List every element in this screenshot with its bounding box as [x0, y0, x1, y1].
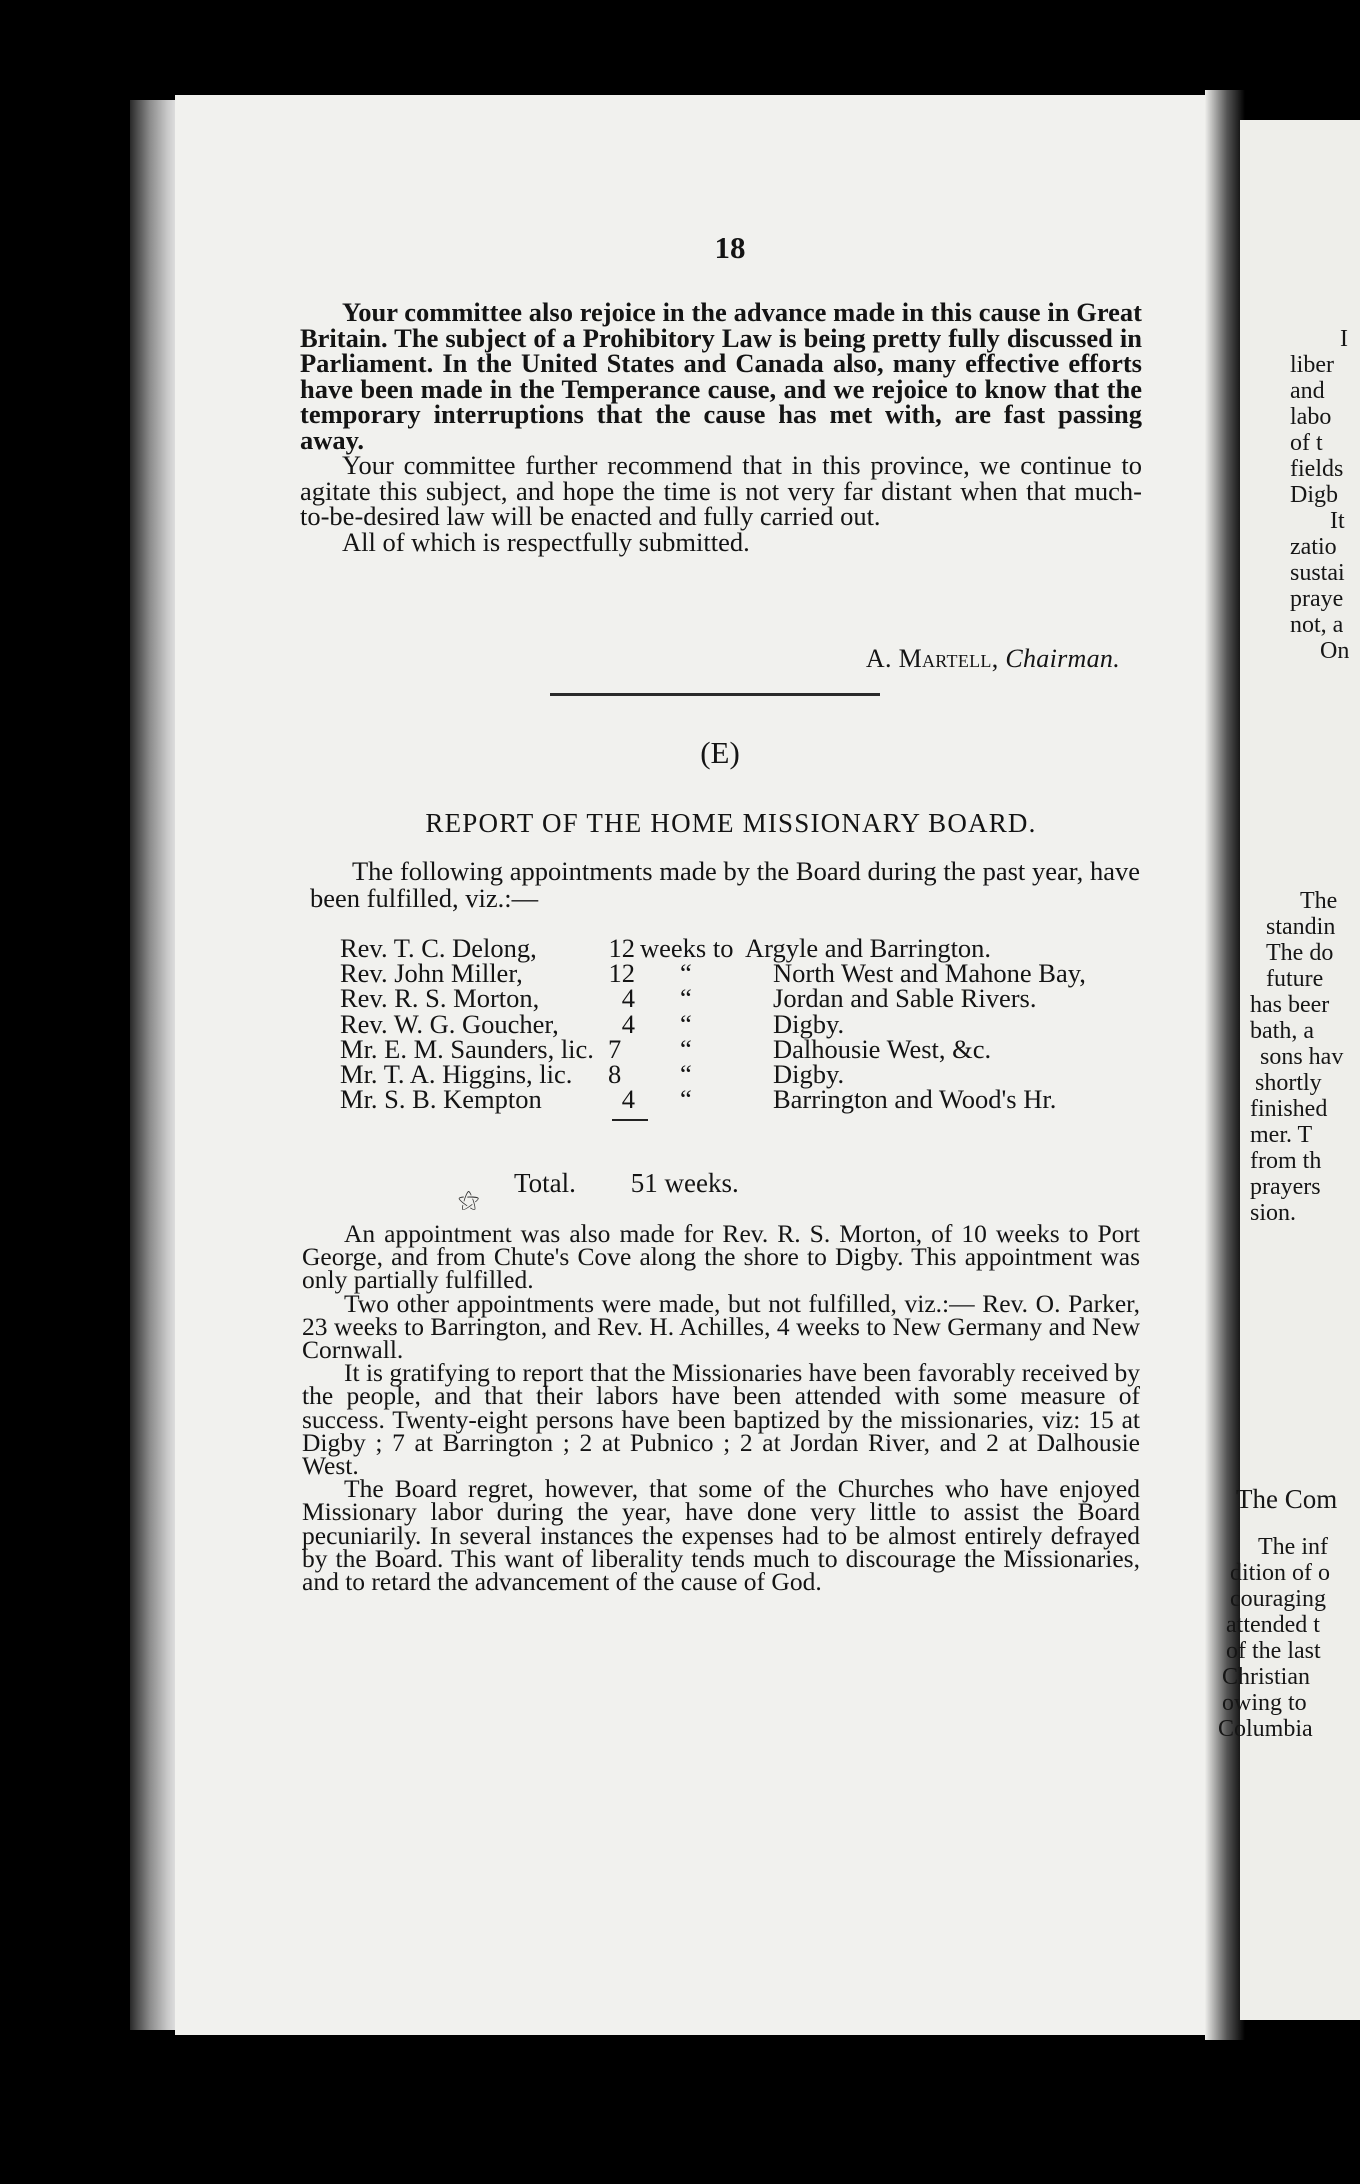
facing-line: fields [1290, 456, 1344, 482]
appointment-destination: Digby. [773, 1008, 845, 1039]
facing-line: and [1290, 378, 1325, 404]
signature-role: Chairman. [1005, 644, 1120, 673]
facing-line: not, a [1290, 612, 1344, 638]
appointment-count: 4 [621, 1008, 635, 1039]
appointment-unit: “ [680, 1058, 692, 1089]
facing-line: finished [1250, 1096, 1328, 1122]
facing-line: liber [1290, 352, 1334, 378]
facing-line: labo [1290, 404, 1332, 430]
appointment-count: 12 [608, 958, 635, 989]
appointment-name: Rev. T. C. Delong, [340, 933, 537, 963]
appointment-unit: “ [680, 958, 692, 989]
appointment-destination: Barrington and Wood's Hr. [773, 1084, 1057, 1115]
section-letter: (E) [700, 735, 740, 770]
report-paragraph-1: An appointment was also made for Rev. R. S. Morton, of 10 weeks to Port George, and from Chute's Cove along the shore to Digby. This appointment was only partially fulfilled. [302, 1219, 1140, 1295]
appointment-row [340, 983, 1140, 1014]
book-gutter [1205, 90, 1245, 2040]
facing-line: bath, a [1250, 1018, 1314, 1044]
appointments-list [340, 933, 1140, 1115]
section-title: REPORT OF THE HOME MISSIONARY BOARD. [425, 808, 1037, 838]
facing-line: On [1320, 638, 1350, 664]
facing-line: dition of o [1230, 1560, 1330, 1586]
total-label: Total. [514, 1168, 576, 1198]
committee-paragraph-3: All of which is respectfully submitted. [342, 526, 750, 557]
library-stamp-mark: ⚝ [458, 1187, 480, 1212]
committee-report-text [300, 297, 1142, 557]
facing-line: The do [1266, 940, 1334, 966]
facing-line: from th [1250, 1148, 1322, 1174]
facing-line: sons hav [1260, 1044, 1344, 1070]
appointment-destination: North West and Mahone Bay, [773, 958, 1086, 989]
facing-heading: The Com [1236, 1484, 1338, 1514]
appointment-row [340, 1008, 1140, 1039]
appointment-count: 8 [608, 1058, 622, 1089]
facing-line: zatio [1290, 534, 1337, 560]
section-divider [550, 693, 880, 696]
appointment-name: Mr. E. M. Saunders, lic. [340, 1033, 594, 1064]
appointment-name: Rev. R. S. Morton, [340, 983, 540, 1014]
committee-paragraph-2: Your committee further recommend that in this province, we continue to agitate this subject, and hope the time is not very far distant when that much-to-be-desired law will be enacted and fully carried out. [300, 450, 1142, 531]
intro-paragraph: The following appointments made by the Board during the past year, have been fulfilled, viz.:— [310, 856, 1140, 913]
appointment-unit: “ [680, 1084, 692, 1115]
appointment-unit: “ [680, 1008, 692, 1039]
committee-paragraph-1: Your committee also rejoice in the advance made in this cause in Great Britain. The subject of a Prohibitory Law is being pretty fully discussed in Parliament. In the United States and Canada also, many effective efforts have been made in the Temperance cause, and we rejoice to know that the temporary interruptions that the cause has met with, are fast passing away. [300, 297, 1142, 455]
page-number: 18 [714, 230, 746, 265]
facing-line: of t [1290, 430, 1323, 456]
appointment-destination: Jordan and Sable Rivers. [773, 983, 1037, 1014]
appointment-count: 4 [621, 1084, 635, 1115]
facing-line: future [1266, 966, 1324, 992]
facing-line: The inf [1258, 1534, 1328, 1560]
facing-line: sustai [1290, 560, 1345, 586]
report-paragraph-3: It is gratifying to report that the Missionaries have been favorably received by the people, and that their labors have been attended with some measure of success. Twenty-eight persons have been baptized by the missionaries, viz: 15 at Digby ; 7 at Barrington ; 2 at Pubnico ; 2 at Jordan River, and 2 at Dalhousie West. [302, 1358, 1140, 1481]
total-rule [612, 1119, 648, 1121]
facing-line: has beer [1250, 992, 1330, 1018]
facing-line: of the last [1226, 1638, 1321, 1664]
report-paragraph-2: Two other appointments were made, but not fulfilled, viz.:— Rev. O. Parker, 23 weeks to Barrington, and Rev. H. Achilles, 4 weeks to New Germany and New Cornwall. [302, 1288, 1140, 1365]
facing-line: owing to [1222, 1690, 1307, 1716]
total-line [514, 1168, 739, 1199]
facing-line: shortly [1255, 1070, 1322, 1096]
facing-line: I [1340, 326, 1348, 352]
appointment-unit: weeks to [640, 933, 734, 963]
appointment-destination: Argyle and Barrington. [745, 933, 992, 963]
appointment-name: Mr. T. A. Higgins, lic. [340, 1058, 573, 1089]
appointment-row [340, 1084, 1140, 1115]
facing-line: The [1300, 888, 1338, 914]
facing-line: mer. T [1250, 1122, 1313, 1148]
appointment-destination: Dalhousie West, &c. [773, 1033, 992, 1064]
appointment-unit: “ [680, 1033, 692, 1064]
appointment-count: 12 [608, 933, 635, 963]
appointment-count: 4 [621, 983, 635, 1014]
facing-line: attended t [1226, 1612, 1320, 1638]
signature [700, 644, 1120, 674]
facing-line: Christian [1222, 1664, 1310, 1690]
signature-name: A. Martell, [865, 644, 999, 673]
facing-line: Columbia [1218, 1716, 1313, 1742]
total-value: 51 weeks. [630, 1168, 739, 1198]
facing-line: sion. [1250, 1200, 1297, 1226]
appointment-destination: Digby. [773, 1058, 845, 1089]
missionary-report-text [302, 1219, 1140, 1597]
facing-line: Digb [1290, 482, 1338, 508]
report-paragraph-4: The Board regret, however, that some of the Churches who have enjoyed Missionary labor during the year, have done very little to assist the Board pecuniarily. In several instances the expenses had to be almost entirely defrayed by the Board. This want of liberality tends much to discourage the Missionaries, and to retard the advancement of the cause of God. [302, 1474, 1140, 1597]
appointment-name: Rev. W. G. Goucher, [340, 1008, 559, 1039]
facing-line: prayers [1250, 1174, 1321, 1200]
appointment-unit: “ [680, 983, 692, 1014]
facing-line: praye [1290, 586, 1344, 612]
appointment-name: Rev. John Miller, [340, 958, 523, 989]
facing-line: standin [1266, 914, 1336, 940]
appointment-count: 7 [608, 1033, 622, 1064]
facing-line: It [1330, 508, 1345, 534]
page-edge-shadow [130, 100, 180, 2030]
facing-line: couraging [1230, 1586, 1326, 1612]
intro-text [310, 858, 1140, 912]
appointment-name: Mr. S. B. Kempton [340, 1084, 542, 1115]
